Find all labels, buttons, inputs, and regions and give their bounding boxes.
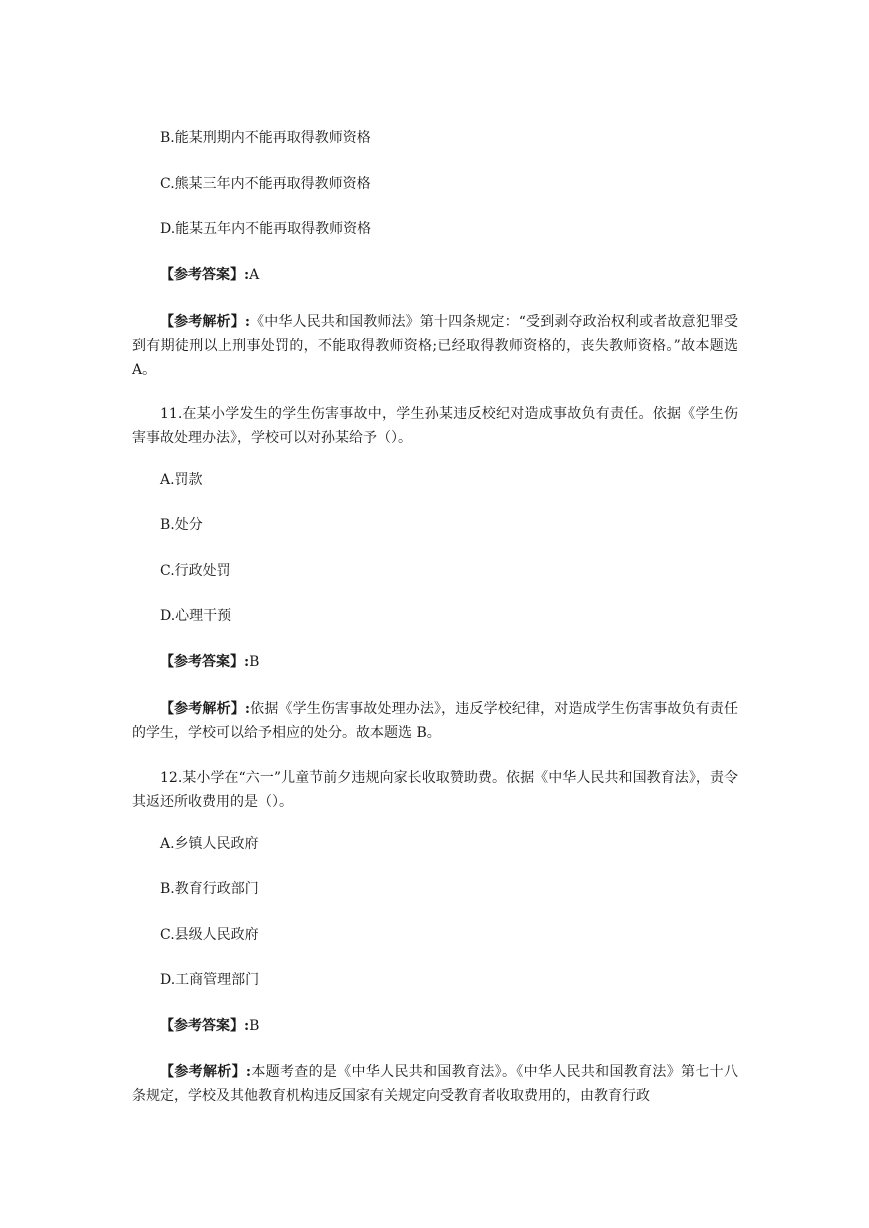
answer-value: A (249, 267, 260, 283)
q11-question: 11.在某小学发生的学生伤害事故中，学生孙某违反校纪对造成事故负有责任。依据《学生伤害事故处理办法》，学校可以对孙某给予（）。 (132, 406, 738, 446)
q12-analysis (132, 1060, 738, 1108)
q12-option-d: D.工商管理部门 (160, 972, 260, 988)
q11-answer (160, 652, 259, 672)
analysis-text: 《中华人民共和国教师法》第十四条规定：“受到剥夺政治权利或者故意犯罪受到有期徒刑以上刑事处罚的，不能取得教师资格;已经取得教师资格的，丧失教师资格。”故本题选 A。 (132, 314, 738, 378)
q11-option-a: A.罚款 (160, 472, 203, 488)
q12-question: 12.某小学在“六一”儿童节前夕违规向家长收取赞助费。依据《中华人民共和国教育法》，责令其返还所收费用的是（）。 (132, 770, 738, 810)
q12-answer (160, 1016, 259, 1036)
answer-label: 【参考答案】: (160, 654, 250, 670)
q10-option-d: D.能某五年内不能再取得教师资格 (160, 221, 372, 237)
analysis-label: 【参考解析】: (160, 701, 251, 717)
q12-option-b: B.教育行政部门 (160, 881, 259, 897)
q10-option-c: C.熊某三年内不能再取得教师资格 (160, 176, 371, 192)
q11-option-d: D.心理干预 (160, 608, 232, 624)
answer-value: B (249, 1018, 260, 1034)
q12-option-c: C.县级人民政府 (160, 927, 259, 943)
q10-answer (160, 265, 259, 285)
answer-label: 【参考答案】: (160, 1018, 250, 1034)
answer-label: 【参考答案】: (160, 267, 250, 283)
analysis-text: 本题考查的是《中华人民共和国教育法》。《中华人民共和国教育法》第七十八条规定，学校及其他教育机构违反国家有关规定向受教育者收取费用的，由教育行政 (132, 1064, 738, 1104)
answer-value: B (249, 654, 260, 670)
analysis-text: 依据《学生伤害事故处理办法》，违反学校纪律，对造成学生伤害事故负有责任的学生，学校可以给予相应的处分。故本题选 B。 (132, 701, 739, 741)
analysis-label: 【参考解析】: (160, 1064, 252, 1080)
q11-option-c: C.行政处罚 (160, 563, 231, 579)
q11-analysis (132, 697, 738, 745)
q11-option-b: B.处分 (160, 517, 203, 533)
analysis-label: 【参考解析】: (160, 314, 250, 330)
q12-option-a: A.乡镇人民政府 (160, 836, 259, 852)
q10-analysis (132, 310, 738, 382)
q10-option-b: B.能某刑期内不能再取得教师资格 (160, 130, 371, 146)
